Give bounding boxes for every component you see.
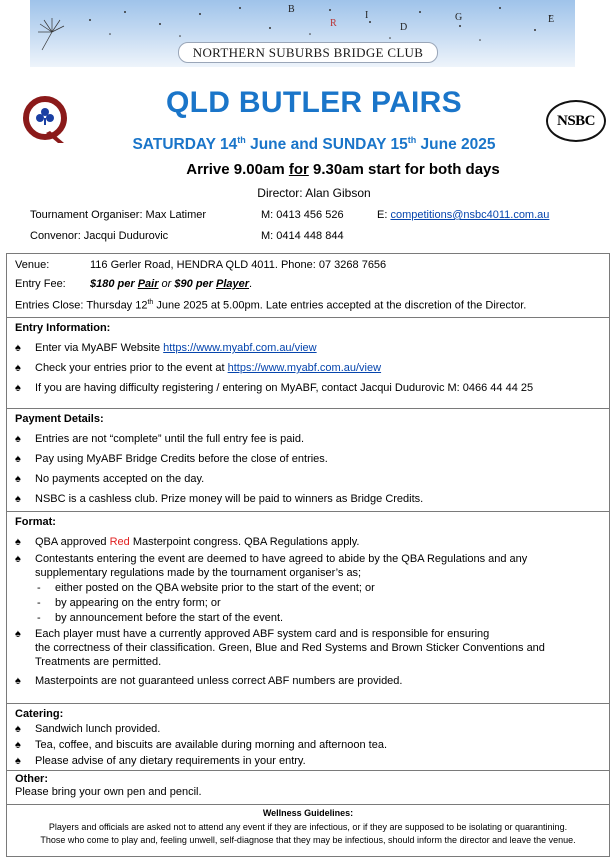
format-section <box>6 511 610 704</box>
other-text: Please bring your own pen and pencil. <box>15 786 202 798</box>
list-item: ♠ QBA approved Red Masterpoint congress. QBA Regulations apply. <box>15 536 360 548</box>
other-heading: Other: <box>15 773 48 785</box>
other-section <box>6 770 610 805</box>
spade-icon: ♠ <box>15 473 21 485</box>
list-item-continuation: the correctness of their classification. Green, Blue and Red Systems and Brown Sticker Conventions and Treatments are permitted. <box>35 642 545 668</box>
format-heading: Format: <box>15 516 56 528</box>
header-banner <box>30 0 575 67</box>
sub-item: - by announcement before the start of the event. <box>37 612 284 624</box>
spade-icon: ♠ <box>15 453 21 465</box>
event-dates: SATURDAY 14th June and SUNDAY 15th June 2025 <box>132 135 496 154</box>
venue-section <box>6 253 610 318</box>
myabf-link[interactable]: https://www.myabf.com.au/view <box>227 362 382 374</box>
list-item: ♠ Check your entries prior to the event at https://www.myabf.com.au/view <box>15 362 382 374</box>
sub-item: - either posted on the QBA website prior to the start of the event; or <box>37 582 375 594</box>
club-name: NORTHERN SUBURBS BRIDGE CLUB <box>178 42 438 63</box>
spade-icon: ♠ <box>15 382 21 394</box>
list-item: ♠ Sandwich lunch provided. <box>15 723 161 735</box>
spade-icon: ♠ <box>15 553 21 565</box>
catering-heading: Catering: <box>15 708 64 720</box>
spade-icon: ♠ <box>15 723 21 735</box>
sub-item: - by appearing on the entry form; or <box>37 597 221 609</box>
wellness-heading: Wellness Guidelines: <box>262 808 354 818</box>
spade-icon: ♠ <box>15 739 21 751</box>
wellness-section <box>6 804 610 857</box>
banner-letter-e: E <box>548 14 555 25</box>
entry-heading: Entry Information: <box>15 322 111 334</box>
spade-icon: ♠ <box>15 675 21 687</box>
arrival-time: Arrive 9.00am for 9.30am start for both days <box>186 161 500 178</box>
payment-section <box>6 408 610 512</box>
organiser-mobile: M: 0413 456 526 <box>261 209 344 221</box>
organiser: Tournament Organiser: Max Latimer <box>30 209 207 221</box>
list-item: ♠ NSBC is a cashless club. Prize money will be paid to winners as Bridge Credits. <box>15 493 424 505</box>
wellness-line-2: Those who come to play and, feeling unwell, self-diagnose that they may be infectious, should inform the director and leave the venue. <box>40 835 576 845</box>
qba-logo-letter: Q <box>45 144 46 145</box>
banner-letter-r: R <box>330 18 337 29</box>
email-link[interactable]: competitions@nsbc4011.com.au <box>390 209 550 221</box>
catering-section <box>6 703 610 771</box>
spade-icon: ♠ <box>15 362 21 374</box>
list-item: ♠ Each player must have a currently approved ABF system card and is responsible for ensuring <box>15 628 490 640</box>
list-item: ♠ Entries are not “complete” until the full entry fee is paid. <box>15 433 305 445</box>
banner-letter-d: D <box>400 22 408 33</box>
banner-letter-b: B <box>288 4 295 15</box>
list-item: ♠ Contestants entering the event are deemed to have agreed to abide by the QBA Regulations and any supplementary regulations made by the tournament organiser’s as; <box>15 553 528 579</box>
spade-icon: ♠ <box>15 493 21 505</box>
email-line: E: competitions@nsbc4011.com.au <box>377 209 550 221</box>
payment-heading: Payment Details: <box>15 413 104 425</box>
convenor: Convenor: Jacqui Dudurovic <box>30 230 169 242</box>
myabf-link[interactable]: https://www.myabf.com.au/view <box>163 342 317 354</box>
close-row: Entries Close: Thursday 12th June 2025 at 5.00pm. Late entries accepted at the discretion of the Director. <box>15 299 527 312</box>
spade-icon: ♠ <box>15 342 21 354</box>
wellness-line-1: Players and officials are asked not to attend any event if they are infectious, or if they are supposed to be isolating or quarantining. <box>48 822 568 832</box>
spade-icon: ♠ <box>15 433 21 445</box>
list-item: ♠ Masterpoints are not guaranteed unless correct ABF numbers are provided. <box>15 675 403 687</box>
venue-row: Venue: 116 Gerler Road, HENDRA QLD 4011. Phone: 07 3268 7656 <box>15 259 387 271</box>
list-item: ♠ Tea, coffee, and biscuits are available during morning and afternoon tea. <box>15 739 388 751</box>
list-item: ♠ Enter via MyABF Website https://www.myabf.com.au/view <box>15 342 317 354</box>
list-item: ♠ If you are having difficulty registering / entering on MyABF, contact Jacqui Dudurovic M: 0466 44 44 25 <box>15 382 534 394</box>
director: Director: Alan Gibson <box>257 186 371 200</box>
banner-letter-g: G <box>455 12 463 23</box>
list-item: ♠ No payments accepted on the day. <box>15 473 205 485</box>
nsbc-logo: NSBC <box>546 100 606 142</box>
list-item: ♠ Pay using MyABF Bridge Credits before the close of entries. <box>15 453 328 465</box>
fee-row: Entry Fee: $180 per Pair or $90 per Player. <box>15 278 253 290</box>
convenor-mobile: M: 0414 448 844 <box>261 230 344 242</box>
list-item: ♠ Please advise of any dietary requirements in your entry. <box>15 755 306 767</box>
spade-icon: ♠ <box>15 628 21 640</box>
banner-letter-i: I <box>365 10 369 21</box>
spade-icon: ♠ <box>15 755 21 767</box>
entry-section <box>6 317 610 409</box>
spade-icon: ♠ <box>15 536 21 548</box>
event-title: QLD BUTLER PAIRS <box>166 86 462 119</box>
